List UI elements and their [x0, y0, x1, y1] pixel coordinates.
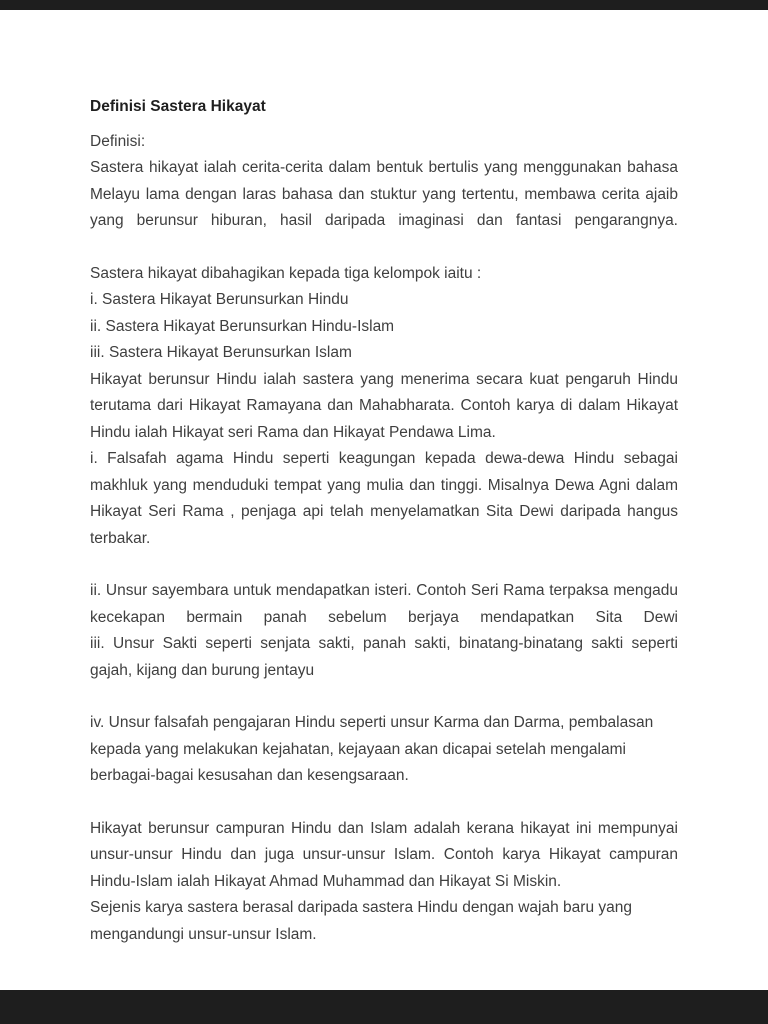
bottom-letterbox-bar [0, 990, 768, 1024]
paragraph-hikayat-hindu: Hikayat berunsur Hindu ialah sastera yang menerima secara kuat pengaruh Hindu terutama dari Hikayat Ramayana dan Mahabharata. Contoh karya di dalam Hikayat Hindu ialah Hikayat seri Rama dan Hikayat Pendawa Lima. [90, 370, 678, 441]
paragraph-sejenis-karya: Sejenis karya sastera berasal daripada sastera Hindu dengan wajah baru yang mengandungi unsur-unsur Islam. [90, 899, 632, 943]
document-title: Definisi Sastera Hikayat [90, 98, 266, 115]
list-item-hindu: i. Sastera Hikayat Berunsurkan Hindu [90, 291, 349, 308]
paragraph-definisi: Sastera hikayat ialah cerita-cerita dalam bentuk bertulis yang menggunakan bahasa Melayu lama dengan laras bahasa dan stuktur yang tertentu, membawa cerita ajaib yang berunsur hiburan, hasil daripada imaginasi dan fantasi pengarangnya. [90, 159, 678, 229]
list-item-hindu-islam: ii. Sastera Hikayat Berunsurkan Hindu-Islam [90, 317, 395, 335]
paragraph-falsafah-agama: i. Falsafah agama Hindu seperti keagungan kepada dewa-dewa Hindu sebagai makhluk yang menduduki tempat yang mulia dan tinggi. Misalnya Dewa Agni dalam Hikayat Seri Rama , penjaga api telah menyelamatkan Sita Dewi daripada hangus terbakar. [90, 450, 678, 547]
paragraph-campuran: Hikayat berunsur campuran Hindu dan Islam adalah kerana hikayat ini mempunyai unsur-unsur Hindu dan juga unsur-unsur Islam. Contoh karya Hikayat campuran Hindu-Islam ialah Hikayat Ahmad Muhammad dan Hikayat Si Miskin. [90, 819, 678, 890]
document-page [0, 10, 768, 990]
paragraph-falsafah-pengajaran: iv. Unsur falsafah pengajaran Hindu seperti unsur Karma dan Darma, pembalasan kepada yang melakukan kejahatan, kejayaan akan dicapai setelah mengalami berbagai-bagai kesusahan dan kesengsaraan. [90, 714, 654, 784]
paragraph-kelompok-intro: Sastera hikayat dibahagikan kepada tiga kelompok iaitu : [90, 264, 482, 282]
paragraph-sayembara: ii. Unsur sayembara untuk mendapatkan isteri. Contoh Seri Rama terpaksa mengadu kecekapan bermain panah sebelum berjaya mendapatkan Sita Dewi [90, 582, 678, 626]
top-letterbox-bar [0, 0, 768, 10]
paragraph-unsur-sakti: iii. Unsur Sakti seperti senjata sakti, panah sakti, binatang-binatang sakti seperti gajah, kijang dan burung jentayu [90, 635, 678, 679]
list-item-islam: iii. Sastera Hikayat Berunsurkan Islam [90, 344, 352, 361]
definisi-label: Definisi: [90, 132, 146, 150]
